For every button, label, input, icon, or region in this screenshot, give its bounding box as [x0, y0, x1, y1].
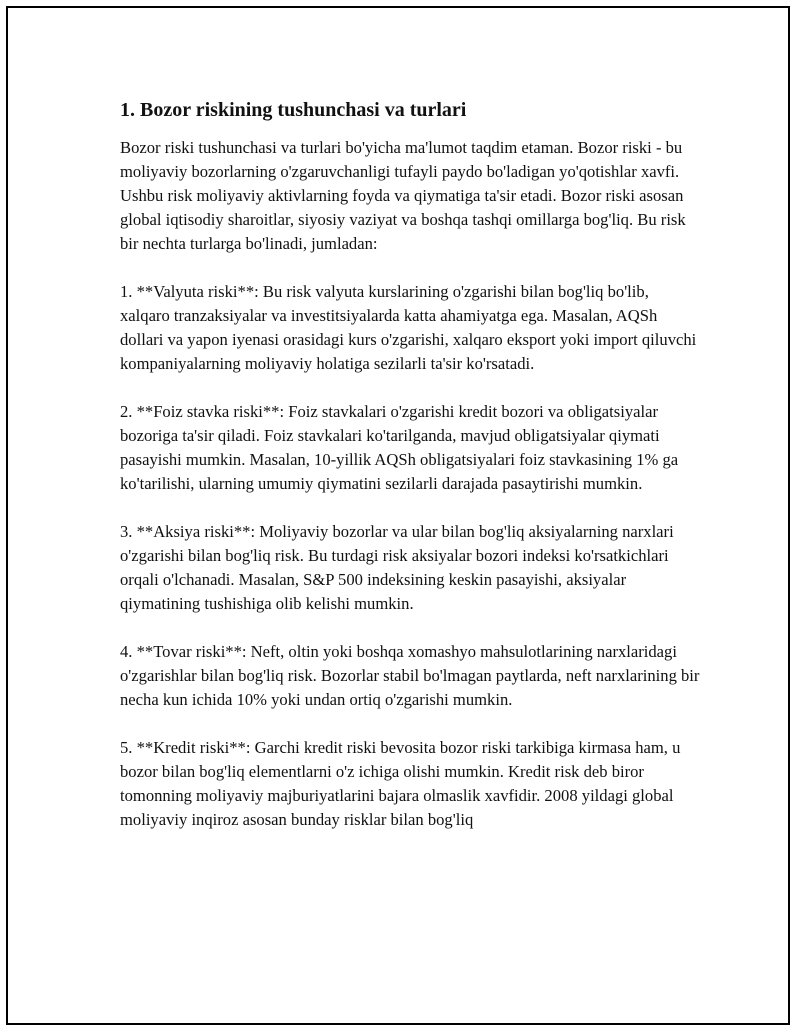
risk-item-commodity: 4. **Tovar riski**: Neft, oltin yoki boshqa xomashyo mahsulotlarining narxlaridagi o'zgarishlar bilan bog'liq risk. Bozorlar stabil bo'lmagan paytlarda, neft narxlarining bir necha kun ichida 10% yoki undan ortiq o'zgarishi mumkin. — [120, 642, 700, 709]
risk-item-currency: 1. **Valyuta riski**: Bu risk valyuta kurslarining o'zgarishi bilan bog'liq bo'lib, xalqaro tranzaksiyalar va investitsiyalarda katta ahamiyatga ega. Masalan, AQSh dollari va yapon iyenasi orasidagi kurs o'zgarishi, xalqaro eksport yoki import qiluvchi kompaniyalarning moliyaviy holatiga sezilarli ta'sir ko'rsatadi. — [120, 282, 697, 373]
risk-item-equity: 3. **Aksiya riski**: Moliyaviy bozorlar va ular bilan bog'liq aksiyalarning narxlari o'zgarishi bilan bog'liq risk. Bu turdagi risk aksiyalar bozori indeksi ko'rsatkichlari orqali o'lchanadi. Masalan, S&P 500 indeksining keskin pasayishi, aksiyalar qiymatining tushishiga olib kelishi mumkin. — [120, 522, 674, 613]
intro-paragraph: Bozor riski tushunchasi va turlari bo'yicha ma'lumot taqdim etaman. Bozor riski - bu moliyaviy bozorlarning o'zgaruvchanligi tufayli paydo bo'ladigan yo'qotishlar xavfi. Ushbu risk moliyaviy aktivlarning foyda va qiymatiga ta'sir etadi. Bozor riski asosan global iqtisodiy sharoitlar, siyosiy vaziyat va boshqa tashqi omillarga bog'liq. Bu risk bir nechta turlarga bo'linadi, jumladan: — [120, 138, 686, 253]
risk-item-credit: 5. **Kredit riski**: Garchi kredit riski bevosita bozor riski tarkibiga kirmasa ham, u bozor bilan bog'liq elementlarni o'z ichiga olishi mumkin. Kredit risk deb biror tomonning moliyaviy majburiyatlarini bajara olmaslik xavfidir. 2008 yildagi global moliyaviy inqiroz asosan bunday risklar bilan bog'liq — [120, 738, 681, 829]
risk-item-interest-rate: 2. **Foiz stavka riski**: Foiz stavkalari o'zgarishi kredit bozori va obligatsiyalar bozoriga ta'sir qiladi. Foiz stavkalari ko'tarilganda, mavjud obligatsiyalar qiymati pasayishi mumkin. Masalan, 10-yillik AQSh obligatsiyalari foiz stavkasining 1% ga ko'tarilishi, ularning umumiy qiymatini sezilarli darajada pasaytirishi mumkin. — [120, 402, 679, 493]
document-body — [120, 96, 700, 856]
section-heading: 1. Bozor riskining tushunchasi va turlari — [120, 99, 467, 121]
document-page — [6, 6, 790, 1025]
